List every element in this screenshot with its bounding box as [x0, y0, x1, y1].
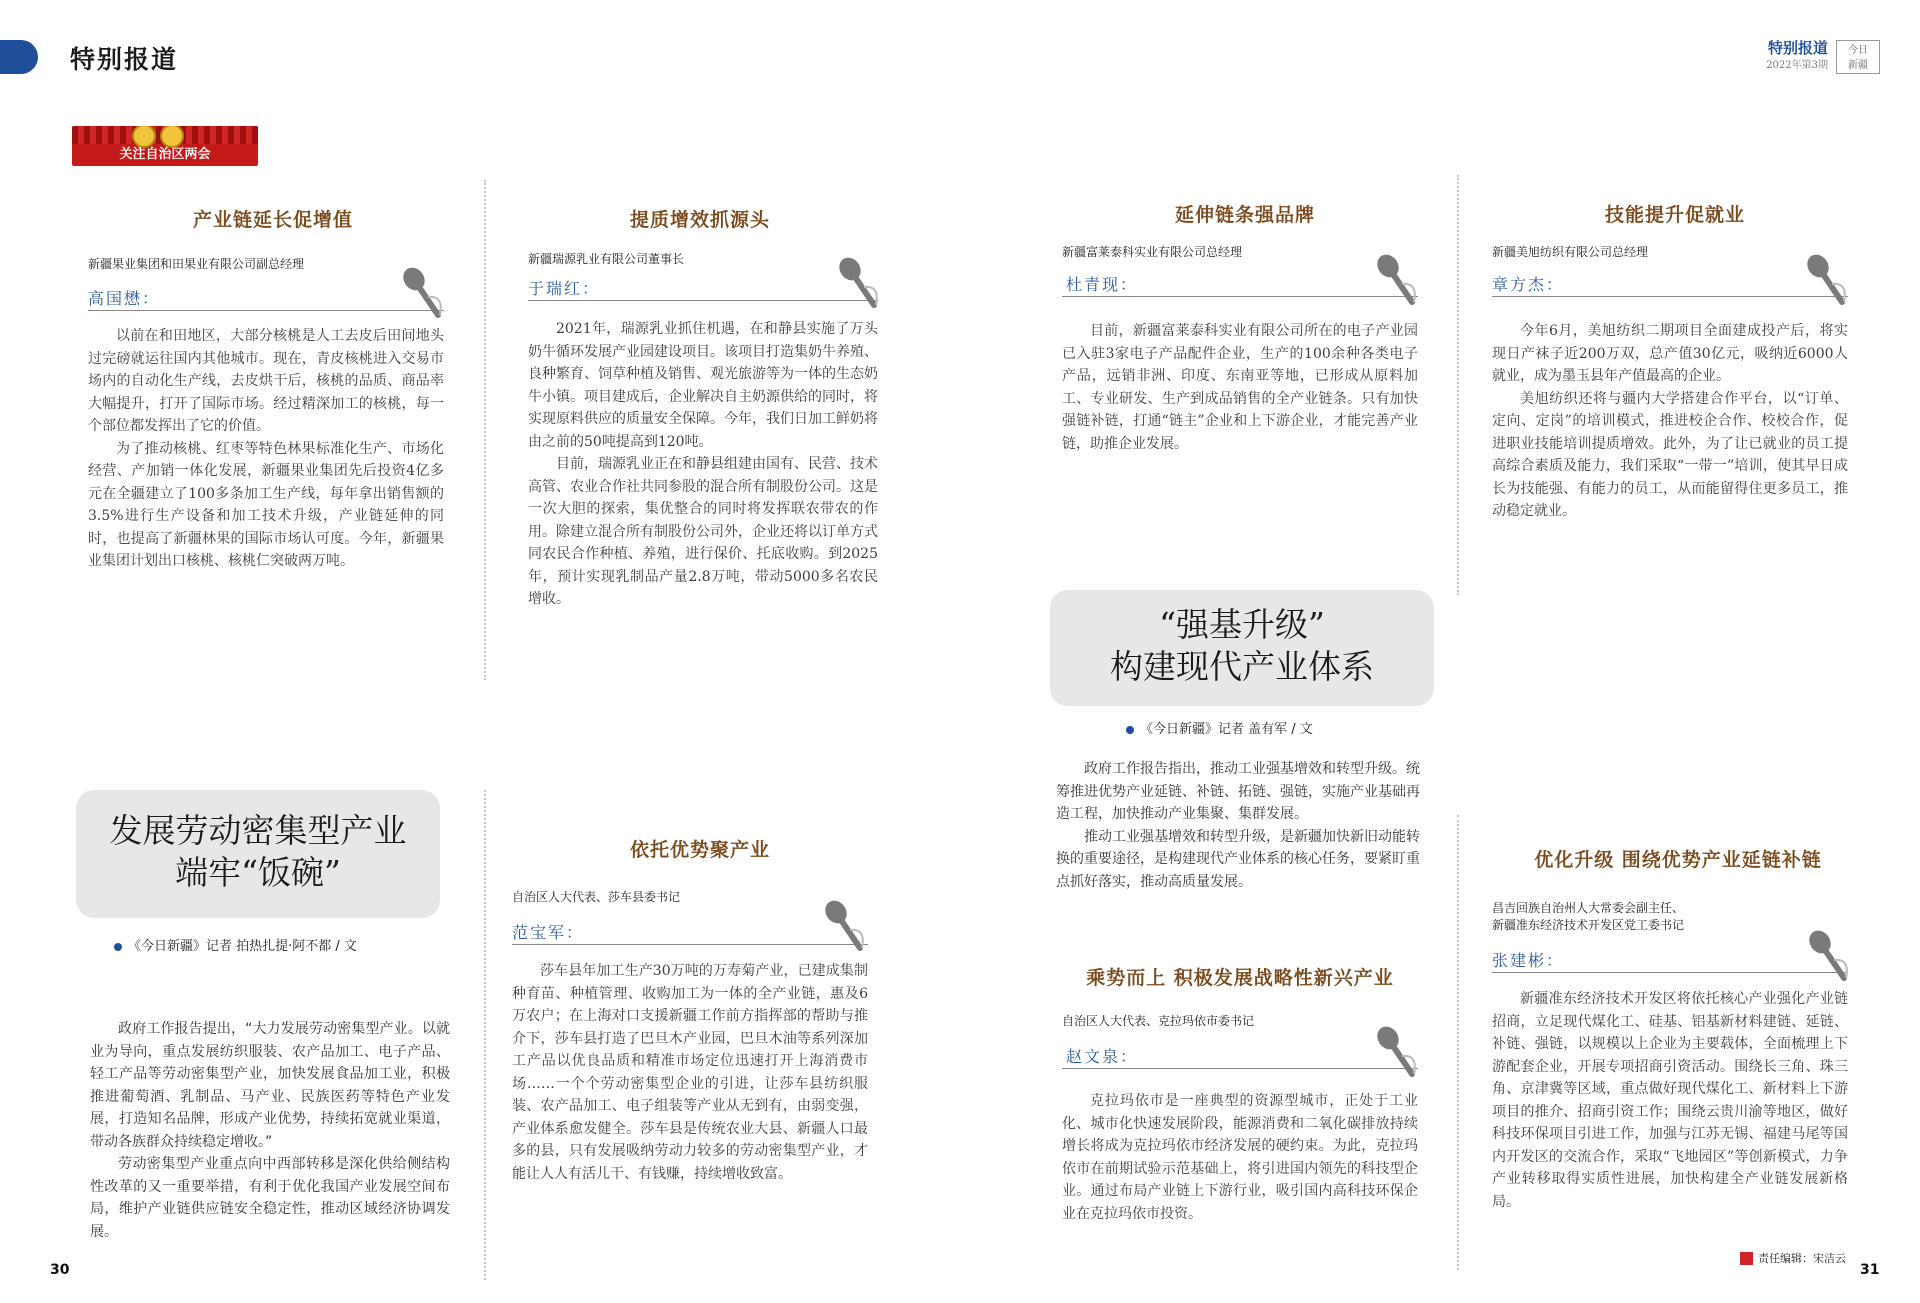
article-body [88, 325, 444, 573]
logo-text-top: 今日 [1848, 45, 1868, 56]
article-body [1062, 1090, 1418, 1225]
banner-label: 关注自治区两会 [119, 147, 211, 162]
section-title: 提质增效抓源头 [629, 209, 770, 231]
article-body [528, 318, 878, 611]
paragraph: 政府工作报告指出，推动工业强基增效和转型升级。统筹推进优势产业延链、补链、拓链、强链，实施产业基础再造工程，加快推动产业集聚、集群发展。 [1056, 761, 1420, 822]
interviewee-name: 于瑞红： [528, 279, 601, 298]
paragraph: 目前，新疆富莱泰科实业有限公司所在的电子产业园已入驻3家电子产品配件企业，生产的100余种各类电子产品，远销非洲、印度、东南亚等地，已形成从原料加工、专业研发、生产到成品销售的全产业链条。只有加快强链补链，打通“链主”企业和上下游企业，才能完善产业链，助推企业发展。 [1062, 323, 1418, 452]
section-title: 技能提升促就业 [1604, 204, 1745, 226]
name-underline [1062, 1068, 1418, 1069]
paragraph: 推动工业强基增效和转型升级，是新疆加快新旧动能转换的重要途径，是构建现代产业体系的核心任务，要紧盯重点抓好落实，推动高质量发展。 [1056, 828, 1420, 890]
position-line: 昌吉回族自治州人大常委会副主任、 [1492, 901, 1685, 915]
section-title: 依托优势聚产业 [629, 839, 770, 861]
interviewee-name: 杜青现： [1066, 275, 1139, 294]
name-underline [512, 944, 868, 945]
header-section-title-right [1766, 40, 1828, 74]
column-separator [484, 180, 486, 680]
interviewee-position: 自治区人大代表、莎车县委书记 [512, 890, 681, 904]
paragraph: 政府工作报告提出，“大力发展劳动密集型产业。以就业为导向，重点发展纺织服装、农产品加工、电子产品、轻工产品等劳动密集型产业，加快发展食品加工业，积极推进葡萄酒、乳制品、马产业、民族医药等特色产业发展，打造知名品牌，形成产业优势，持续拓宽就业渠道，带动各族群众持续稳定增收。” [90, 1021, 450, 1150]
interviewee-name: 张建彬： [1492, 951, 1565, 970]
article-body [1492, 988, 1848, 1213]
page-number-left: 30 [50, 1262, 70, 1278]
byline-text: 《今日新疆》记者 拍热扎提·阿不都 / 文 [128, 939, 357, 954]
name-underline [1062, 296, 1418, 297]
interviewee-position: 新疆果业集团和田果业有限公司副总经理 [88, 257, 305, 271]
position-line: 新疆准东经济技术开发区党工委书记 [1492, 918, 1685, 932]
microphone-icon [1374, 1024, 1418, 1080]
name-underline [528, 300, 878, 301]
paragraph: 莎车县年加工生产30万吨的万寿菊产业，已建成集制种育苗、种植管理、收购加工为一体的全产业链，惠及6万农户；在上海对口支援新疆工作前方指挥部的帮助与推介下，莎车县打造了巴旦木产业园，巴旦木油等系列深加工产品以优良品质和精准市场定位迅速打开上海消费市场……一个个劳动密集型企业的引进，让莎车县纺织服装、农产品加工、电子组装等产业从无到有，由弱变强，产业体系愈发健全。莎车县是传统农业大县、新疆人口最多的县，只有发展吸纳劳动力较多的劳动密集型产业，才能让人人有活儿干、有钱赚，持续增收致富。 [512, 963, 868, 1182]
paragraph: 劳动密集型产业重点向中西部转移是深化供给侧结构性改革的又一重要举措，有利于优化我国产业发展空间布局，维护产业链供应链安全稳定性，推动区域经济协调发展。 [90, 1156, 450, 1240]
header-blue-tab [0, 40, 38, 74]
interview-block [88, 205, 458, 232]
interviewee-position [1492, 900, 1684, 934]
feature-body [1056, 758, 1420, 893]
microphone-icon [1806, 928, 1850, 984]
name-underline [1492, 296, 1848, 297]
paragraph: 以前在和田地区，大部分核桃是人工去皮后田间地头过完磅就运往国内其他城市。现在，青皮核桃进入交易市场内的自动化生产线，去皮烘干后，核桃的品质、商品率大幅提升，打开了国际市场。经过精深加工的核桃，每一个部位都发挥出了它的价值。 [88, 328, 444, 434]
paragraph: 美旭纺织还将与疆内大学搭建合作平台，以“订单、定向、定岗”的培训模式，推进校企合作、校校合作，促进职业技能培训提质增效。此外，为了让已就业的员工提高综合素质及能力，我们采取“一带一”培训，使其早日成长为技能强、有能力的员工，从而能留得住更多员工，推动稳定就业。 [1492, 390, 1848, 519]
header-section-title-left: 特别报道 [70, 45, 179, 74]
interviewee-name: 范宝军： [512, 923, 585, 942]
feature-headline-box [1050, 590, 1434, 706]
header-issue: 2022年第3期 [1766, 60, 1828, 71]
editor-credit: 责任编辑：宋洁云 [1758, 1252, 1846, 1265]
interviewee-name: 章方杰： [1492, 275, 1565, 294]
section-banner [72, 126, 258, 166]
interviewee-position: 新疆富莱泰科实业有限公司总经理 [1062, 245, 1243, 259]
header-right-title: 特别报道 [1767, 39, 1828, 57]
paragraph: 今年6月，美旭纺织二期项目全面建成投产后，将实现日产袜子近200万双，总产值30亿元，吸纳近6000人就业，成为墨玉县年产值最高的企业。 [1492, 323, 1848, 384]
paragraph: 目前，瑞源乳业正在和静县组建由国有、民营、技术高管、农业合作社共同参股的混合所有制股份公司。这是一次大胆的探索，集优整合的同时将发挥联农带农的作用。除建立混合所有制股份公司外，企业还将以订单方式同农民合作种植、养殖，进行保价、托底收购。到2025年，预计实现乳制品产量2.8万吨，带动5000多名农民增收。 [528, 456, 878, 607]
magazine-logo [1836, 40, 1880, 74]
interviewee-position: 新疆美旭纺织有限公司总经理 [1492, 245, 1649, 259]
paragraph: 克拉玛依市是一座典型的资源型城市，正处于工业化、城市化快速发展阶段，能源消费和二氧化碳排放持续增长将成为克拉玛依市经济发展的硬约束。为此，克拉玛依市在前期试验示范基础上，将引进国内领先的科技型企业。通过布局产业链上下游行业，吸引国内高科技环保企业在克拉玛依市投资。 [1062, 1093, 1418, 1222]
microphone-icon [400, 265, 444, 321]
feature-body [90, 1018, 450, 1243]
paragraph: 2021年，瑞源乳业抓住机遇，在和静县实施了万头奶牛循环发展产业园建设项目。该项目打造集奶牛养殖、良种繁育、饲草种植及销售、观光旅游等为一体的生态奶牛小镇。项目建成后，企业解决自主奶源供给的同时，将实现原料供应的质量安全保障。今年，我们日加工鲜奶将由之前的50吨提高到120吨。 [528, 321, 878, 450]
interviewee-position: 新疆瑞源乳业有限公司董事长 [528, 252, 685, 266]
microphone-icon [1804, 252, 1848, 308]
section-title: 优化升级 围绕优势产业延链补链 [1534, 849, 1822, 871]
column-separator [1457, 815, 1459, 1270]
name-underline [1492, 972, 1848, 973]
feature-headline-line1: 发展劳动密集型产业 [109, 811, 407, 850]
column-separator [1457, 175, 1459, 595]
feature-headline-line2: 端牢“饭碗” [175, 853, 341, 892]
interviewee-name: 高国懋： [88, 289, 161, 308]
paragraph: 新疆准东经济技术开发区将依托核心产业强化产业链招商，立足现代煤化工、硅基、铝基新材料建链、延链、补链、强链，以规模以上企业为主要载体，全面梳理上下游配套企业，开展专项招商引资活动。围绕长三角、珠三角、京津冀等区域，重点做好现代煤化工、新材料上下游项目的推介、招商引资工作；围绕云贵川渝等地区，做好科技环保项目引进工作，加强与江苏无锡、福建马尾等国内开发区的交流合作，采取“飞地园区”等创新模式，力争产业转移取得实质性进展，加快构建全产业链发展新格局。 [1492, 991, 1848, 1210]
page-number-right: 31 [1860, 1262, 1880, 1278]
interviewee-position: 自治区人大代表、克拉玛依市委书记 [1062, 1014, 1255, 1028]
article-body [1492, 320, 1848, 523]
name-underline [88, 310, 444, 311]
microphone-icon [1374, 252, 1418, 308]
byline-dot [114, 943, 122, 951]
feature-byline [1126, 718, 1313, 737]
byline-text: 《今日新疆》记者 盖有军 / 文 [1140, 722, 1313, 737]
microphone-icon [822, 898, 866, 954]
section-title: 延伸链条强品牌 [1174, 204, 1315, 226]
byline-dot [1126, 726, 1134, 734]
interviewee-name: 赵文泉： [1066, 1047, 1139, 1066]
feature-headline-line1: “强基升级” [1159, 605, 1325, 644]
article-body [512, 960, 868, 1185]
logo-text-bottom: 新疆 [1848, 60, 1868, 71]
end-mark-icon [1740, 1252, 1753, 1265]
feature-byline [114, 935, 357, 954]
paragraph: 为了推动核桃、红枣等特色林果标准化生产、市场化经营、产加销一体化发展，新疆果业集团先后投资4亿多元在全疆建立了100多条加工生产线，每年拿出销售额的3.5%进行生产设备和加工技术升级，产业链延伸的同时，也提高了新疆林果的国际市场认可度。今年，新疆果业集团计划出口核桃、核桃仁突破两万吨。 [88, 440, 444, 569]
microphone-icon [836, 255, 880, 311]
feature-headline-line2: 构建现代产业体系 [1110, 647, 1374, 686]
section-title: 乘势而上 积极发展战略性新兴产业 [1086, 967, 1394, 989]
column-separator [484, 790, 486, 1280]
section-title: 产业链延长促增值 [192, 209, 353, 231]
article-body [1062, 320, 1418, 455]
feature-headline-box [76, 790, 440, 918]
